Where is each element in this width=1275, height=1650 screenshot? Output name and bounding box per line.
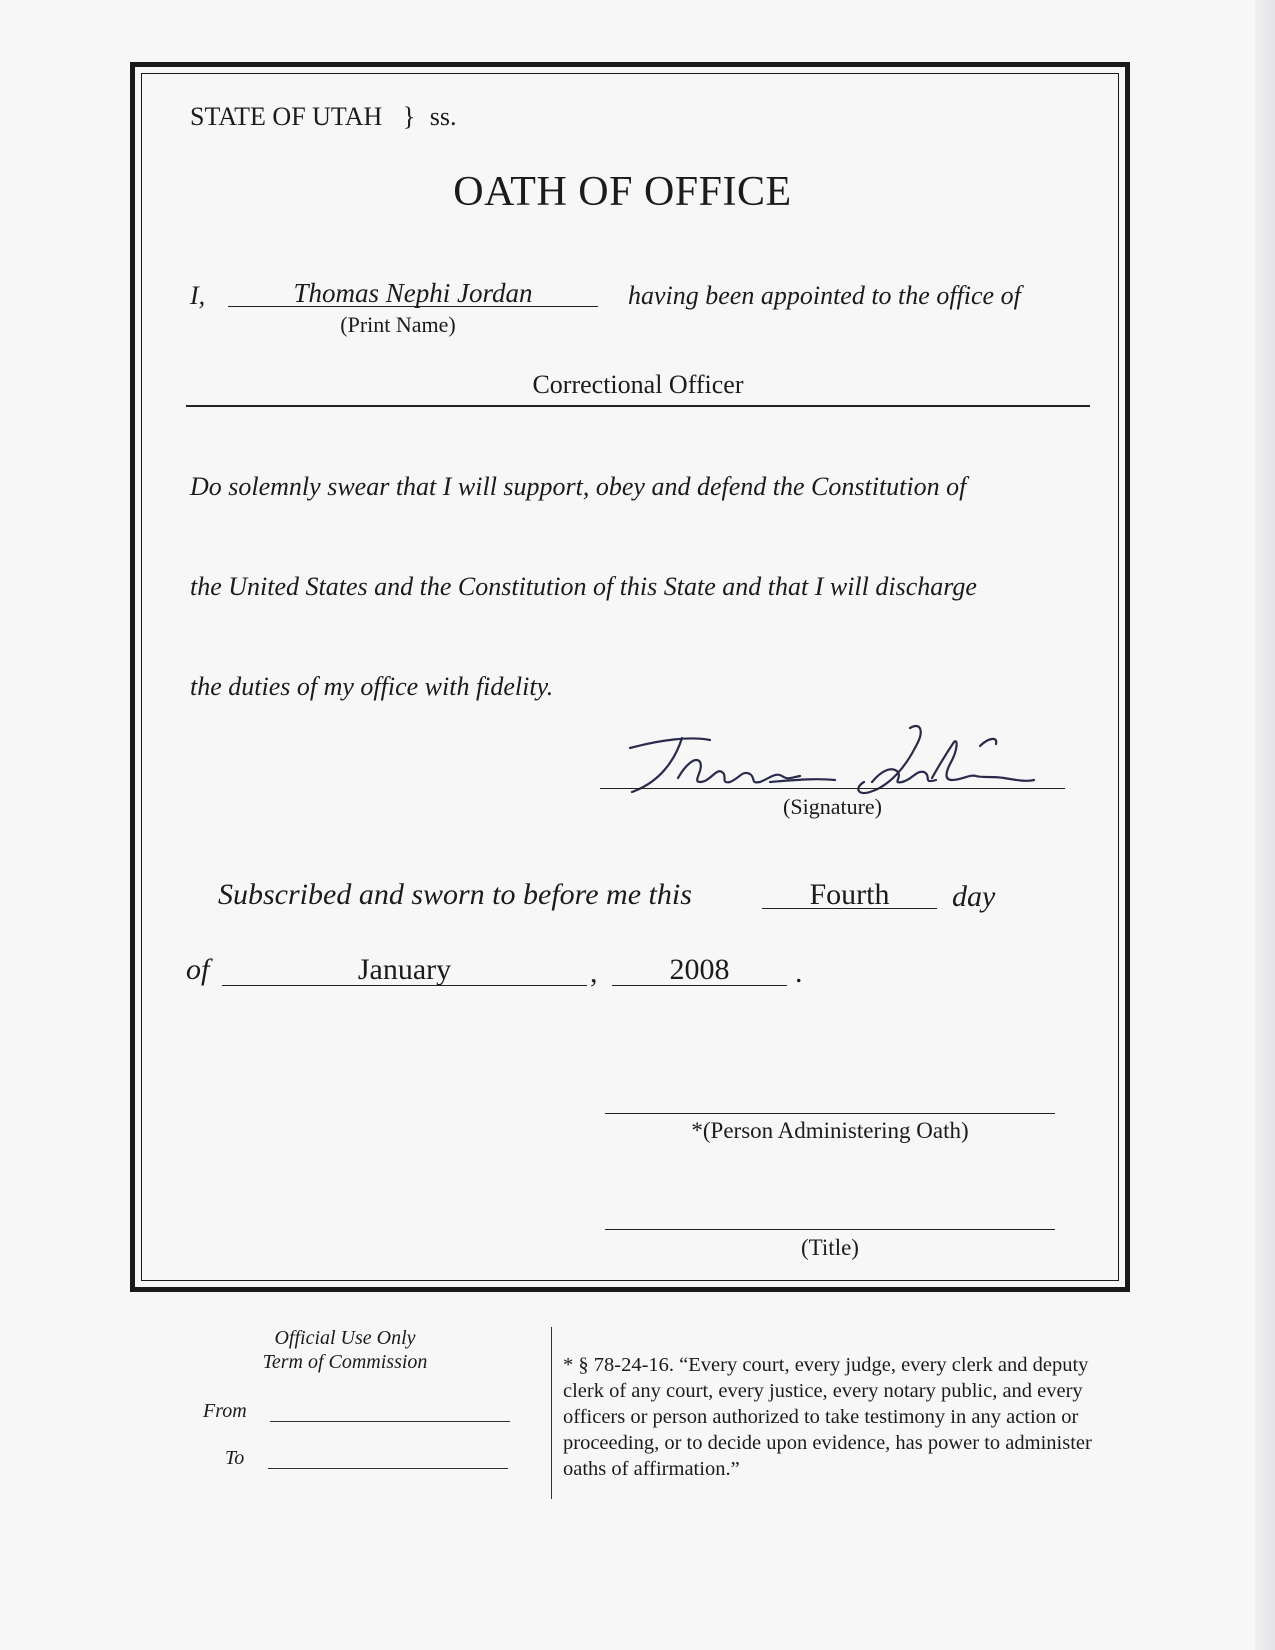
year-line	[612, 985, 787, 986]
day-value: Fourth	[809, 878, 890, 911]
print-name-line	[228, 306, 598, 307]
of-word: of	[186, 953, 210, 986]
state-name: STATE OF UTAH	[190, 102, 383, 131]
office-line	[186, 405, 1090, 407]
official-use-heading: Official Use Only	[274, 1327, 416, 1349]
i-word: I,	[190, 281, 206, 310]
statute-text: * § 78-24-16. “Every court, every judge, every clerk and deputy clerk of any court, every justice, every notary public, and every officers or person authorized to take testimony in any action or proceeding, or to decide upon evidence, has power to administer oaths of affirmation.”	[563, 1354, 1092, 1480]
date-comma: ,	[590, 956, 598, 989]
office-value: Correctional Officer	[532, 370, 744, 399]
oath-line-2: the United States and the Constitution of this State and that I will discharge	[190, 572, 977, 601]
from-label: From	[203, 1400, 247, 1422]
title-caption: (Title)	[801, 1235, 859, 1260]
from-line	[270, 1421, 510, 1422]
to-line	[268, 1468, 508, 1469]
month-value: January	[357, 953, 452, 986]
day-word: day	[952, 880, 996, 913]
term-of-commission-heading: Term of Commission	[262, 1351, 428, 1373]
print-name-caption: (Print Name)	[340, 312, 456, 337]
title-line	[605, 1229, 1055, 1230]
appointed-text: having been appointed to the office of	[628, 281, 1021, 310]
footer-divider	[551, 1327, 552, 1499]
year-value: 2008	[669, 953, 730, 986]
signature-caption: (Signature)	[783, 794, 882, 819]
signature-line	[600, 788, 1065, 789]
page-edge	[1255, 0, 1275, 1650]
administering-line	[605, 1113, 1055, 1114]
document-title: OATH OF OFFICE	[453, 169, 792, 215]
ss-mark: ss.	[429, 102, 457, 131]
administering-caption: *(Person Administering Oath)	[691, 1118, 969, 1143]
to-label: To	[225, 1447, 245, 1469]
brace-mark: }	[402, 102, 416, 131]
date-period: .	[795, 956, 803, 989]
state-heading	[190, 102, 457, 132]
print-name-value: Thomas Nephi Jordan	[293, 278, 533, 308]
subscribed-text: Subscribed and sworn to before me this	[218, 878, 692, 911]
oath-line-1: Do solemnly swear that I will support, obey and defend the Constitution of	[190, 472, 967, 501]
day-line	[762, 908, 937, 909]
oath-line-3: the duties of my office with fidelity.	[190, 672, 554, 701]
month-line	[222, 985, 587, 986]
